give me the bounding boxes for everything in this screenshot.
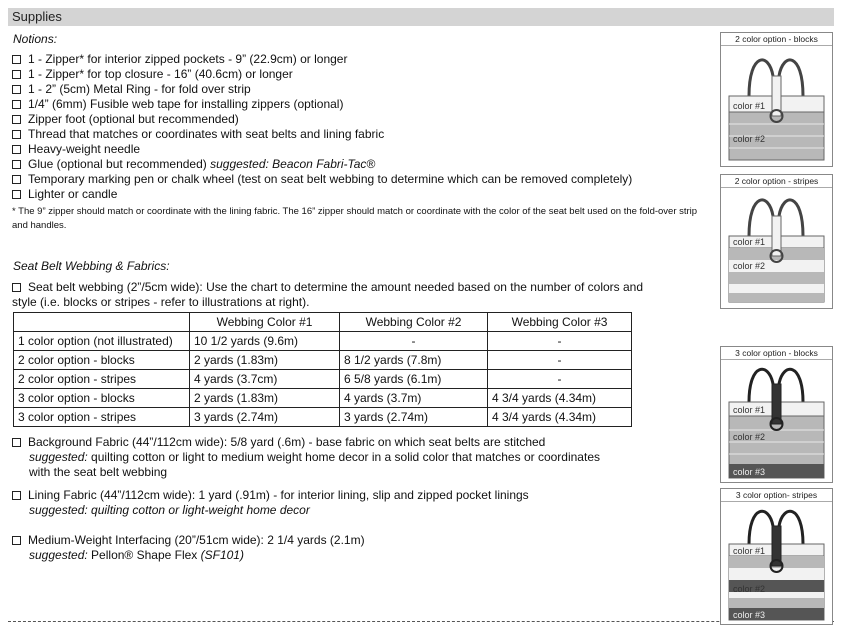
table-cell: 1 color option (not illustrated) xyxy=(14,332,190,351)
color-label: color #2 xyxy=(733,584,766,594)
list-item: 1 - Zipper* for top closure - 16” (40.6cm) or longer xyxy=(12,67,632,82)
table-row xyxy=(14,389,632,408)
illustration-3color-stripes xyxy=(720,488,833,625)
interfacing: Medium-Weight Interfacing (20”/51cm wide): 2 1/4 yards (2.1m) suggested: Pellon® Shape Flex (SF101) xyxy=(12,533,365,563)
checkbox-icon xyxy=(12,70,21,79)
checkbox-icon xyxy=(12,100,21,109)
table-cell: 2 color option - blocks xyxy=(14,351,190,370)
table-cell: 3 yards (2.74m) xyxy=(190,408,340,427)
tote-bag-3color-stripes-icon xyxy=(721,502,832,624)
table-cell: 6 5/8 yards (6.1m) xyxy=(340,370,488,389)
checkbox-icon xyxy=(12,145,21,154)
checkbox-icon xyxy=(12,438,21,447)
webbing-table xyxy=(13,312,632,427)
table-header-cell: Webbing Color #1 xyxy=(190,313,340,332)
checkbox-icon xyxy=(12,160,21,169)
color-label: color #1 xyxy=(733,237,766,247)
list-item: Thread that matches or coordinates with seat belts and lining fabric xyxy=(12,127,632,142)
section-header xyxy=(8,8,834,26)
illustration-2color-stripes xyxy=(720,174,833,309)
list-item: 1 - Zipper* for interior zipped pockets - 9” (22.9cm) or longer xyxy=(12,52,632,67)
webbing-heading: Seat Belt Webbing & Fabrics: xyxy=(13,259,170,273)
list-item: Lighter or candle xyxy=(12,187,632,202)
table-cell: 3 color option - blocks xyxy=(14,389,190,408)
list-item: 1/4” (6mm) Fusible web tape for installing zippers (optional) xyxy=(12,97,632,112)
color-label: color #1 xyxy=(733,546,766,556)
table-header-cell: Webbing Color #3 xyxy=(488,313,632,332)
illustration-3color-blocks xyxy=(720,346,833,483)
list-item: 1 - 2” (5cm) Metal Ring - for fold over strip xyxy=(12,82,632,97)
checkbox-icon xyxy=(12,190,21,199)
table-cell: 10 1/2 yards (9.6m) xyxy=(190,332,340,351)
page-divider xyxy=(8,621,834,622)
table-cell: 4 3/4 yards (4.34m) xyxy=(488,408,632,427)
tote-bag-2color-stripes-icon xyxy=(721,188,832,308)
color-label: color #2 xyxy=(733,432,766,442)
list-item: Temporary marking pen or chalk wheel (test on seat belt webbing to determine which can be removed completely) xyxy=(12,172,632,187)
color-label: color #3 xyxy=(733,467,766,477)
table-cell: 8 1/2 yards (7.8m) xyxy=(340,351,488,370)
table-header-row xyxy=(14,313,632,332)
table-row xyxy=(14,351,632,370)
illustration-caption: 3 color option - blocks xyxy=(721,347,832,360)
illustration-caption: 2 color option - stripes xyxy=(721,175,832,188)
color-label: color #1 xyxy=(733,101,766,111)
list-item: Glue (optional but recommended) suggested: Beacon Fabri-Tac® xyxy=(12,157,632,172)
illustration-2color-blocks xyxy=(720,32,833,167)
illustration-caption: 3 color option- stripes xyxy=(721,489,832,502)
background-fabric: Background Fabric (44”/112cm wide): 5/8 yard (.6m) - base fabric on which seat belts are stitched suggested: quilting cotton or light to medium weight home decor in a solid color that matches or coordinates with the seat belt webbing xyxy=(12,435,600,480)
checkbox-icon xyxy=(12,115,21,124)
checkbox-icon xyxy=(12,175,21,184)
checkbox-icon xyxy=(12,283,21,292)
table-cell: - xyxy=(488,332,632,351)
checkbox-icon xyxy=(12,130,21,139)
notions-list xyxy=(12,52,632,202)
checkbox-icon xyxy=(12,491,21,500)
color-label: color #3 xyxy=(733,610,766,620)
list-item: Zipper foot (optional but recommended) xyxy=(12,112,632,127)
table-cell: 4 yards (3.7m) xyxy=(340,389,488,408)
table-header-cell: Webbing Color #2 xyxy=(340,313,488,332)
zipper-footnote: * The 9” zipper should match or coordinate with the lining fabric. The 16” zipper should match or coordinate with the color of the seat belt used on the fold-over strip and handles. xyxy=(12,206,698,231)
table-row xyxy=(14,408,632,427)
illustration-caption: 2 color option - blocks xyxy=(721,33,832,46)
table-cell: 2 color option - stripes xyxy=(14,370,190,389)
table-cell: - xyxy=(488,370,632,389)
checkbox-icon xyxy=(12,55,21,64)
list-item: Heavy-weight needle xyxy=(12,142,632,157)
color-label: color #2 xyxy=(733,134,766,144)
table-cell: - xyxy=(340,332,488,351)
webbing-intro: Seat belt webbing (2”/5cm wide): Use the chart to determine the amount needed based on the number of colors and style (i.e. blocks or stripes - refer to illustrations at right). xyxy=(12,280,644,309)
notions-heading: Notions: xyxy=(13,32,58,46)
table-cell: 2 yards (1.83m) xyxy=(190,351,340,370)
checkbox-icon xyxy=(12,85,21,94)
table-cell: 3 color option - stripes xyxy=(14,408,190,427)
checkbox-icon xyxy=(12,536,21,545)
table-header-cell xyxy=(14,313,190,332)
table-cell: 4 yards (3.7cm) xyxy=(190,370,340,389)
table-cell: 2 yards (1.83m) xyxy=(190,389,340,408)
table-row xyxy=(14,370,632,389)
table-cell: 4 3/4 yards (4.34m) xyxy=(488,389,632,408)
tote-bag-2color-blocks-icon xyxy=(721,46,832,166)
table-row xyxy=(14,332,632,351)
table-cell: - xyxy=(488,351,632,370)
color-label: color #2 xyxy=(733,261,766,271)
lining-fabric: Lining Fabric (44”/112cm wide): 1 yard (.91m) - for interior lining, slip and zipped pocket linings suggested: quilting cotton or light-weight home decor xyxy=(12,488,529,518)
section-title: Supplies xyxy=(12,9,62,24)
color-label: color #1 xyxy=(733,405,766,415)
table-cell: 3 yards (2.74m) xyxy=(340,408,488,427)
tote-bag-3color-blocks-icon xyxy=(721,360,832,482)
